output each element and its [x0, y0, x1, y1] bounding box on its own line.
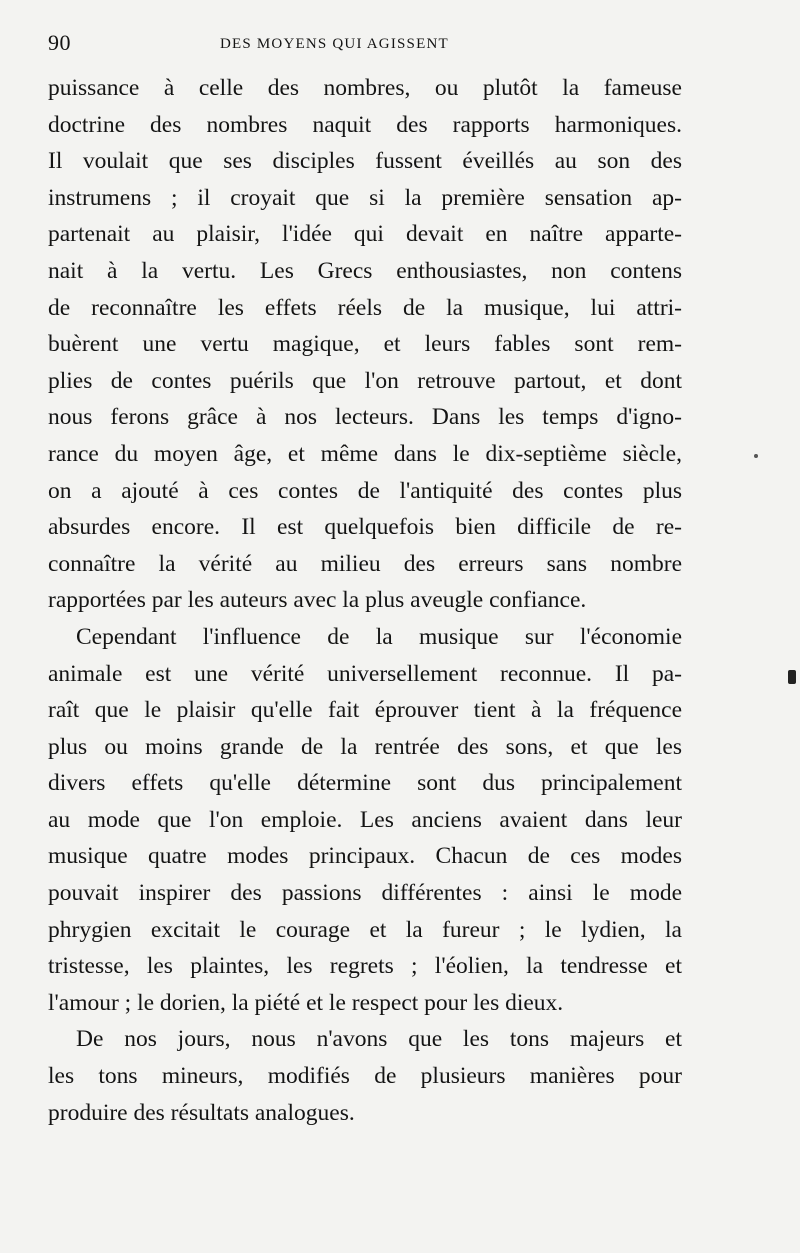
text-line: phrygien excitait le courage et la fureur ; le lydien, la	[48, 916, 682, 943]
paragraph-first-line: De nos jours, nous n'avons que les tons majeurs et	[76, 1026, 682, 1053]
text-line: produire des résultats analogues.	[48, 1099, 355, 1126]
text-line: pouvait inspirer des passions différentes : ainsi le mode	[48, 880, 682, 907]
text-line: musique quatre modes principaux. Chacun de ces modes	[48, 843, 682, 870]
body-text	[48, 70, 682, 1131]
text-line: buèrent une vertu magique, et leurs fables sont rem-	[48, 331, 682, 358]
text-line: Il voulait que ses disciples fussent éveillés au son des	[48, 148, 682, 175]
text-line: plus ou moins grande de la rentrée des sons, et que les	[48, 733, 682, 760]
text-line: partenait au plaisir, l'idée qui devait en naître apparte-	[48, 221, 682, 248]
text-line: on a ajouté à ces contes de l'antiquité des contes plus	[48, 477, 682, 504]
margin-ink-mark	[788, 670, 796, 684]
text-line: au mode que l'on emploie. Les anciens avaient dans leur	[48, 806, 682, 833]
text-line: rance du moyen âge, et même dans le dix-septième siècle,	[48, 440, 682, 467]
print-speck	[754, 454, 758, 458]
text-line: divers effets qu'elle détermine sont dus principalement	[48, 770, 682, 797]
text-line: de reconnaître les effets réels de la musique, lui attri-	[48, 294, 682, 321]
text-line: animale est une vérité universellement reconnue. Il pa-	[48, 660, 682, 687]
text-line: tristesse, les plaintes, les regrets ; l'éolien, la tendresse et	[48, 953, 682, 980]
text-line: puissance à celle des nombres, ou plutôt la fameuse	[48, 75, 682, 101]
text-line: l'amour ; le dorien, la piété et le respect pour les dieux.	[48, 989, 564, 1016]
text-line: plies de contes puérils que l'on retrouve partout, et dont	[48, 367, 682, 394]
text-line: instrumens ; il croyait que si la première sensation ap-	[48, 184, 682, 211]
text-line: nous ferons grâce à nos lecteurs. Dans les temps d'igno-	[48, 404, 682, 431]
text-line: les tons mineurs, modifiés de plusieurs manières pour	[48, 1063, 682, 1090]
page-header	[48, 30, 680, 60]
page-number: 90	[48, 30, 71, 55]
text-line: raît que le plaisir qu'elle fait éprouver tient à la fréquence	[48, 697, 682, 724]
running-head: DES MOYENS QUI AGISSENT	[220, 36, 449, 52]
text-line: absurdes encore. Il est quelquefois bien difficile de re-	[48, 514, 682, 541]
paragraph-first-line: Cependant l'influence de la musique sur l'économie	[76, 623, 682, 650]
text-line: doctrine des nombres naquit des rapports harmoniques.	[48, 111, 682, 138]
text-line: rapportées par les auteurs avec la plus aveugle confiance.	[48, 587, 587, 614]
text-line: nait à la vertu. Les Grecs enthousiastes, non contens	[48, 257, 682, 284]
text-line: connaître la vérité au milieu des erreurs sans nombre	[48, 550, 682, 577]
